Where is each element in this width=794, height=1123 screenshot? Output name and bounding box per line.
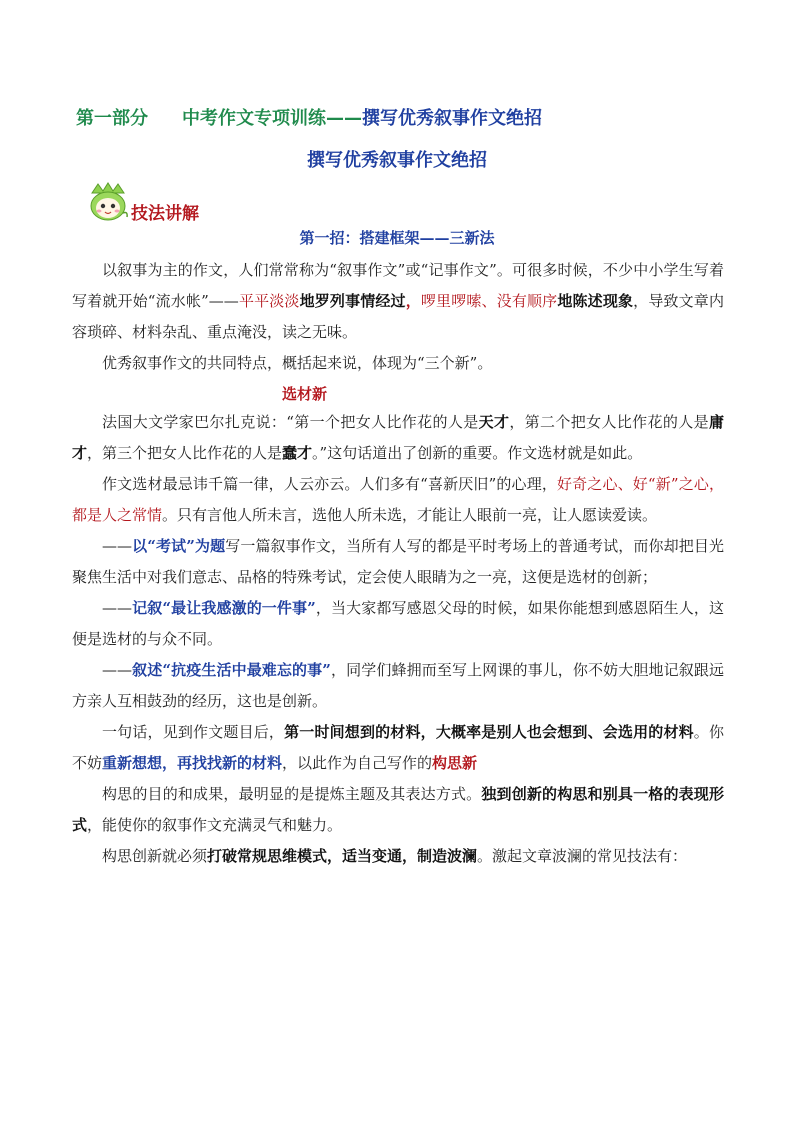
header-title-navy: 撰写优秀叙事作文绝招 — [362, 108, 542, 129]
paragraph-7 — [72, 655, 724, 717]
section-heading: 第一招：搭建框架——三新法 — [299, 229, 495, 247]
p5-topic: 以“考试”为题 — [132, 537, 226, 555]
p1-bold-c: 地陈述现象 — [557, 292, 634, 310]
p4-highlight: 好奇之心、好“新”之心，都是人之常情 — [72, 475, 724, 524]
p6-topic: 记叙“最让我感激的一件事” — [132, 599, 316, 617]
paragraph-8 — [72, 717, 724, 779]
p9-text-b: ，能使你的叙事作文充满灵气和魅力。 — [87, 816, 343, 834]
p8-text-c: ，以此作为自己写作的 — [282, 754, 433, 772]
section-label: 技法讲解 — [131, 204, 199, 224]
p4-text-b: 。只有言他人所未言，选他人所未选，才能让人眼前一亮，让人愿读爱读。 — [162, 506, 658, 524]
p3-text-a: 法国大文学家巴尔扎克说：“第一个把女人比作花的人是 — [102, 413, 479, 431]
p3-text-b: ，第二个把女人比作花的人是 — [509, 413, 709, 431]
p10-text-a: 构思创新就必须 — [102, 847, 208, 865]
p1-highlight-b: 啰里啰嗦、没有顺序 — [420, 292, 558, 310]
p3-bold-a: 天才 — [478, 413, 510, 431]
page-title: 撰写优秀叙事作文绝招 — [307, 150, 487, 171]
main-block — [72, 407, 724, 872]
p3-text-c: ，第三个把女人比作花的人是 — [87, 444, 283, 462]
p9-text-a: 构思的目的和成果，最明显的是提炼主题及其表达方式。 — [102, 785, 482, 803]
paragraph-5 — [72, 531, 724, 593]
p8-text-b: 。你不妨 — [72, 723, 724, 772]
p9-bold: 独到创新的构思和别具一格的表现形式 — [72, 785, 724, 834]
sub-heading: 选材新 — [282, 385, 328, 403]
p5-dash: —— — [102, 537, 132, 555]
p8-text-a: 一句话，见到作文题目后， — [102, 723, 285, 741]
p3-bold-c: 蠢才 — [282, 444, 313, 462]
p10-bold: 打破常规思维模式，适当变通，制造波澜 — [207, 847, 478, 865]
p8-subheading: 构思新 — [432, 754, 478, 772]
p8-highlight: 重新想想，再找找新的材料 — [102, 754, 283, 772]
p1-bold-b: ， — [405, 292, 421, 310]
p4-text-a: 作文选材最忌讳千篇一律，人云亦云。人们多有“喜新厌旧”的心理， — [102, 475, 557, 493]
paragraph-9 — [72, 779, 724, 841]
p1-bold-a: 地罗列事情经过 — [299, 292, 406, 310]
p1-text-a: 以叙事为主的作文，人们常常称为“叙事作文”或“记事作文”。可很多时候，不少中小学生写着写着就开始“流水帐”—— — [72, 261, 724, 310]
header-part-label: 第一部分 — [76, 108, 148, 129]
p3-bold-b: 庸才 — [72, 413, 724, 462]
paragraph-4 — [72, 469, 724, 531]
paragraph-3 — [72, 407, 724, 469]
paragraph-1 — [72, 255, 724, 348]
p10-text-b: 。激起文章波澜的常见技法有： — [477, 847, 688, 865]
p5-text: 写一篇叙事作文，当所有人写的都是平时考场上的普通考试，而你却把目光聚焦生活中对我们意志、品格的特殊考试，定会使人眼睛为之一亮，这便是选材的创新； — [72, 537, 724, 586]
p7-topic: 叙述“抗疫生活中最难忘的事” — [132, 661, 331, 679]
document-header — [76, 104, 542, 130]
p6-text: ，当大家都写感恩父母的时候，如果你能想到感恩陌生人，这便是选材的与众不同。 — [72, 599, 724, 648]
p1-highlight-a: 平平淡淡 — [238, 292, 300, 310]
paragraph-10 — [72, 841, 724, 872]
p7-dash: —— — [102, 661, 132, 679]
intro-block — [72, 255, 724, 379]
paragraph-2: 优秀叙事作文的共同特点，概括起来说，体现为“三个新”。 — [102, 354, 493, 372]
header-title-green: 中考作文专项训练—— — [182, 108, 362, 129]
cartoon-mascot-icon — [86, 181, 130, 223]
p1-text-b: ，导致文章内容琐碎、材料杂乱、重点淹没，读之无味。 — [72, 292, 724, 341]
p8-bold: 第一时间想到的材料，大概率是别人也会想到、会选用的材料 — [284, 723, 694, 741]
p3-text-d: 。”这句话道出了创新的重要。作文选材就是如此。 — [312, 444, 643, 462]
paragraph-6 — [72, 593, 724, 655]
p6-dash: —— — [102, 599, 132, 617]
p7-text: ，同学们蜂拥而至写上网课的事儿，你不妨大胆地记叙跟远方亲人互相鼓劲的经历，这也是创新。 — [72, 661, 724, 710]
